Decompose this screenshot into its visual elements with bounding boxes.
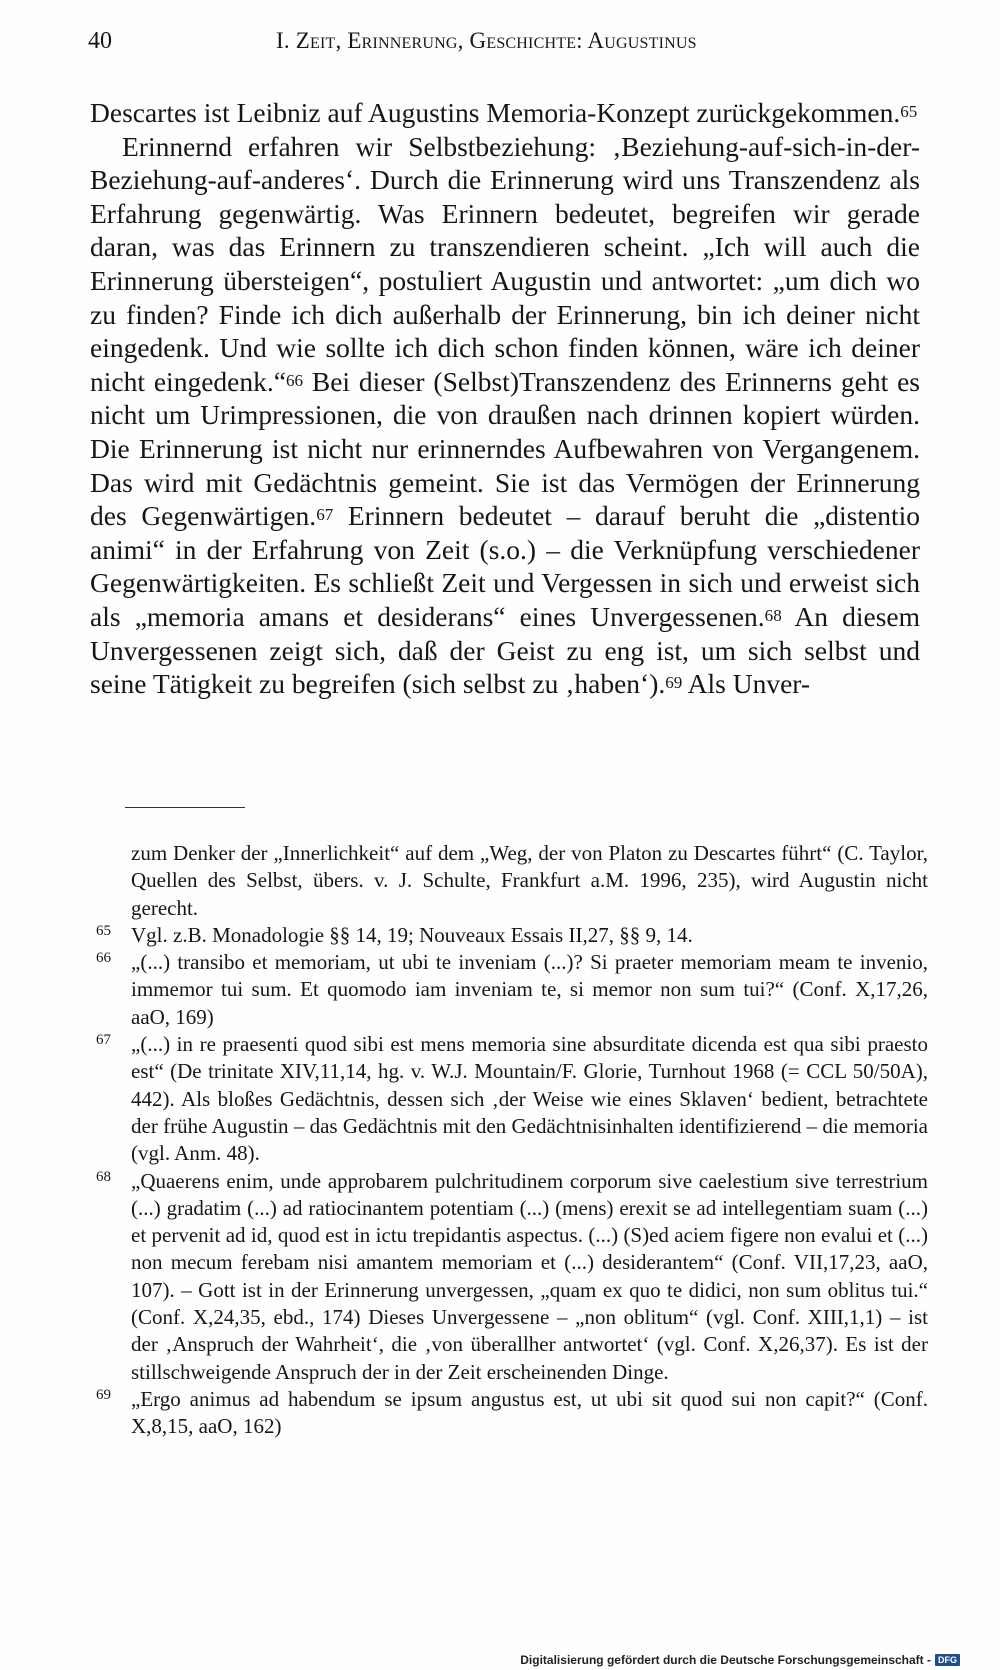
footnote-69	[88, 1386, 928, 1441]
footnote-ref-69[interactable]: 69	[665, 672, 683, 692]
footnote-number: 68	[96, 1168, 111, 1185]
footnote-68	[88, 1168, 928, 1386]
footnote-text: Vgl. z.B. Monadologie §§ 14, 19; Nouveaux Essais II,27, §§ 9, 14.	[131, 922, 693, 947]
footnote-text: „(...) in re praesenti quod sibi est mens memoria sine absurditate dicenda est qua sibi praesto est“ (De trinitate XIV,11,14, hg. v. W.J. Mountain/F. Glorie, Turnhout 1968 (= CCL 50/50A), 442). Als bloßes Gedächtnis, dessen sich ‚der Weise wie eines Sklaven‘ bedient, betrachtete der frühe Augustin – das Gedächtnis mit den Gedächtnisinhalten identifizierend – die memoria (vgl. Anm. 48).	[131, 1032, 928, 1166]
footnotes	[88, 840, 928, 1441]
paragraph-1: Descartes ist Leibniz auf Augustins Memoria-Konzept zurückgekommen.$^{65}$	[90, 97, 918, 128]
dfg-logo-icon: DFG	[935, 1654, 960, 1666]
footnote-ref-67[interactable]: 67	[316, 505, 334, 525]
footnote-66	[88, 949, 928, 1031]
footnote-number: 66	[96, 950, 111, 967]
footnote-65	[88, 922, 928, 949]
running-head: I. Zeit, Erinnerung, Geschichte: Augustinus	[276, 28, 697, 53]
footnote-ref-65[interactable]: 65	[900, 101, 918, 121]
page-header	[88, 22, 920, 62]
footnote-text: „(...) transibo et memoriam, ut ubi te inveniam (...)? Si praeter memoriam meam te invenio, immemor tui sum. Et quomodo iam inveniam te, si memor non sum tui?“ (Conf. X,17,26, aaO, 169)	[131, 950, 928, 1029]
footnote-divider	[125, 807, 245, 808]
credit-text: Digitalisierung gefördert durch die Deutsche Forschungsgemeinschaft -	[520, 1653, 931, 1667]
footnote-ref-68[interactable]: 68	[764, 605, 782, 625]
footnote-67	[88, 1031, 928, 1167]
footnote-number: 67	[96, 1032, 111, 1049]
footnote-continuation: zum Denker der „Innerlichkeit“ auf dem „Weg, der von Platon zu Descartes führt“ (C. Taylor, Quellen des Selbst, übers. v. J. Schulte, Frankfurt a.M. 1996, 235), wird Augustin nicht gerecht.	[131, 841, 928, 920]
footnote-ref-66[interactable]: 66	[285, 370, 303, 390]
footnote-number: 65	[96, 922, 111, 939]
paragraph-2: Erinnernd erfahren wir Selbstbeziehung: ‚Beziehung-auf-sich-in-der-Beziehung-auf-anderes‘. Durch die Erinnerung wird uns Transzendenz als Erfahrung gegenwärtig. Was Erinnern bedeutet, begreifen wir gerade daran, was das Erinnern zu transzendieren scheint. „Ich will auch die Erinnerung übersteigen“, postuliert Augustin und antwortet: „um dich wo zu finden? Finde ich dich außerhalb der Erinnerung, bin ich deiner nicht eingedenk. Und wie sollte ich dich schon finden können, wäre ich deiner nicht eingedenk.“$^{66}$ Bei dieser (Selbst)Transzendenz des Erinnerns geht es nicht um Urimpressionen, die von draußen nach drinnen kopiert würden. Die Erinnerung ist nicht nur erinnerndes Aufbewahren von Vergangenem. Das wird mit Gedächtnis gemeint. Sie ist das Vermögen der Erinnerung des Gegenwärtigen.$^{67}$ Erinnern bedeutet – darauf beruht die „distentio animi“ in der Erfahrung von Zeit (s.o.) – die Verknüpfung verschiedener Gegenwärtigkeiten. Es schließt Zeit und Vergessen in sich und erweist sich als „memoria amans et desiderans“ eines Unvergessenen.$^{68}$ An diesem Unvergessenen zeigt sich, daß der Geist zu eng ist, um sich selbst und seine Tätigkeit zu begreifen (sich selbst zu ‚haben‘).$^{69}$ Als Unver-	[90, 130, 920, 700]
footnote-text: „Quaerens enim, unde approbarem pulchritudinem corporum sive caelestium sive terrestrium (...) gradatim (...) ad ratiocinantem potentiam (...) (mens) erexit se ad intellegentiam suam (...) et pervenit ad id, quod est in ictu trepidantis aspectus. (...) (S)ed aciem figere non evalui et (...) non mecum ferebam nisi amantem memoriam et (...) desiderantem“ (Conf. VII,17,23, aaO, 107). – Gott ist in der Erinnerung unvergessen, „quam ex quo te didici, non sum oblitus tui.“ (Conf. X,24,35, ebd., 174) Dieses Unvergessene – „non oblitum“ (vgl. Conf. XIII,1,1) – ist der ‚Anspruch der Wahrheit‘, die ‚von überallher antwortet‘ (vgl. Conf. X,26,37). Es ist der stillschweigende Anspruch der in der Zeit erscheinenden Dinge.	[131, 1168, 928, 1384]
page-number: 40	[88, 28, 112, 54]
footnote-text: „Ergo animus ad habendum se ipsum angustus est, ut ubi sit quod sui non capit?“ (Conf. X,8,15, aaO, 162)	[131, 1386, 928, 1439]
main-text	[90, 96, 920, 701]
footnote-number: 69	[96, 1386, 111, 1403]
digitization-credit	[520, 1653, 960, 1667]
